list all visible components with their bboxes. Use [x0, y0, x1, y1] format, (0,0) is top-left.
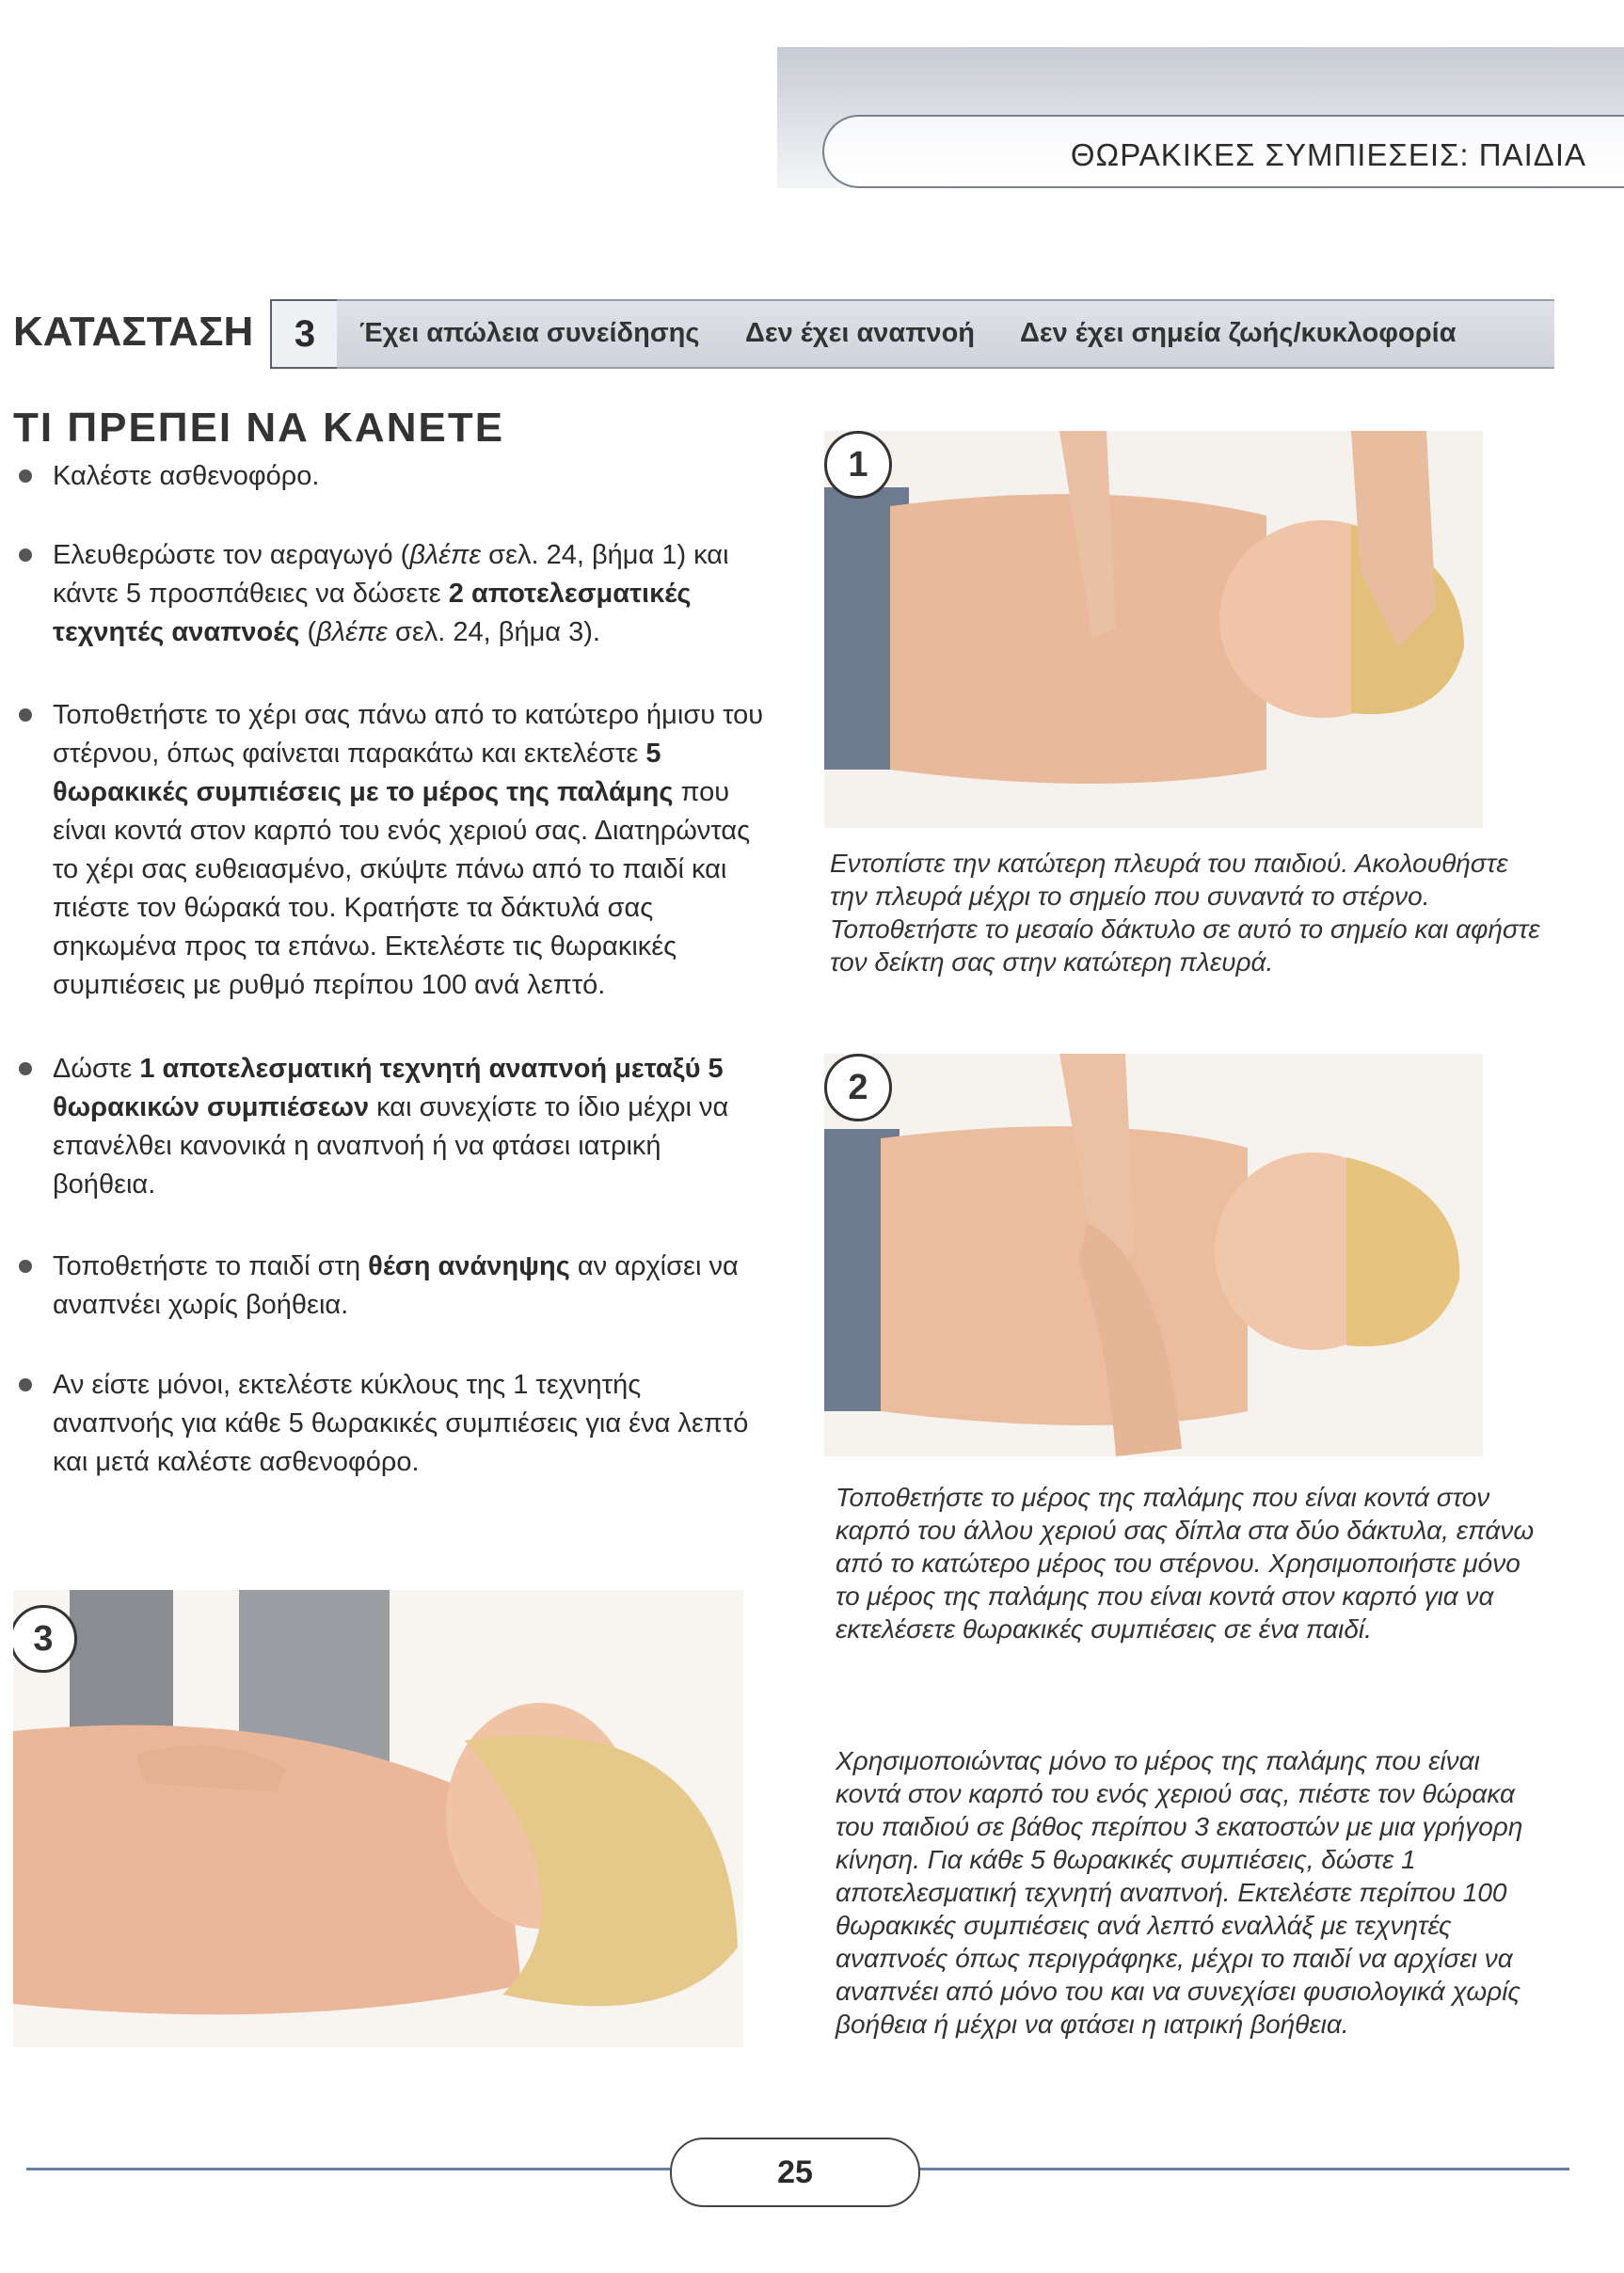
instruction-text: σελ. 24, βήμα 1) και κάντε 5 προσπάθειες να δώσετε	[53, 540, 729, 609]
bullet-dot-icon	[19, 708, 32, 722]
instruction-text: Τοποθετήστε το παιδί στη	[53, 1251, 369, 1281]
bullet-dot-icon	[19, 1062, 32, 1075]
condition-item-unconscious: Έχει απώλεια συνείδησης	[359, 318, 700, 348]
instruction-emphasis: θέση ανάνηψης	[368, 1251, 570, 1281]
instruction-text: Δώστε	[53, 1054, 140, 1084]
child-hand-placement-image	[824, 1054, 1483, 1456]
instruction-emphasis: 1 αποτελεσματική τεχνητή αναπνοή μεταξύ 5 θωρακικών συμπιέσεων	[53, 1054, 724, 1122]
step-1-photo	[824, 431, 1483, 828]
instruction-text: (	[299, 617, 317, 647]
instruction-text: που είναι κοντά στον καρπό του ενός χεριού σας. Διατηρώντας το χέρι σας ευθειασμένο, σκύψτε πάνω από το παιδί και πιέστε τον θώρακά του. Κρατήστε τα δάκτυλά σας σηκωμένα προς τα επάνω. Εκτελέστε τις θωρακικές συμπιέσεις με ρυθμό περίπου 100 ανά λεπτό.	[53, 777, 751, 1000]
instruction-text: Αν είστε μόνοι, εκτελέστε κύκλους της 1 τεχνητής αναπνοής για κάθε 5 θωρακικές συμπιέσεις για ένα λεπτό και μετά καλέστε ασθενοφόρο.	[53, 1370, 749, 1477]
instruction-see: βλέπε	[409, 540, 482, 570]
condition-item-no-circulation: Δεν έχει σημεία ζωής/κυκλοφορία	[1020, 318, 1457, 348]
condition-item-no-breathing: Δεν έχει αναπνοή	[745, 318, 975, 348]
step-1-caption: Εντοπίστε την κατώτερη πλευρά του παιδιού. Ακολουθήστε την πλευρά μέχρι το σημείο που συναντά το στέρνο. Τοποθετήστε το μεσαίο δάκτυλο σε αυτό το σημείο και αφήστε τον δείκτη σας στην κατώτερη πλευρά.	[830, 849, 1540, 977]
bullet-dot-icon	[19, 1378, 32, 1391]
step-number-badge: 2	[824, 1054, 892, 1121]
instruction-emphasis: 2 αποτελεσματικές τεχνητές αναπνοές	[53, 579, 692, 647]
condition-label: ΚΑΤΑΣΤΑΣΗ	[13, 309, 254, 355]
instruction-text: και συνεχίστε το ίδιο μέχρι να επανέλθει κανονικά η αναπνοή ή να φτάσει ιατρική βοήθεια.	[53, 1092, 729, 1200]
instruction-emphasis: 5 θωρακικές συμπιέσεις με το μέρος της παλάμης	[53, 739, 674, 807]
condition-number: 3	[270, 299, 340, 369]
page-number: 25	[670, 2138, 920, 2207]
child-finger-placement-image	[824, 431, 1483, 828]
step-number-badge: 3	[13, 1605, 77, 1673]
instruction-text: σελ. 24, βήμα 3).	[387, 617, 600, 647]
instruction-text: αν αρχίσει να αναπνέει χωρίς βοήθεια.	[53, 1251, 739, 1320]
instruction-see: βλέπε	[316, 617, 388, 647]
step-3-photo	[13, 1590, 743, 2047]
bullet-dot-icon	[19, 1260, 32, 1273]
section-heading: ΤΙ ΠΡΕΠΕΙ ΝΑ ΚΑΝΕΤΕ	[13, 405, 505, 451]
step-2-photo	[824, 1054, 1483, 1456]
footer-rule-right	[916, 2168, 1569, 2170]
running-header-title: ΘΩΡΑΚΙΚΕΣ ΣΥΜΠΙΕΣΕΙΣ: ΠΑΙΔΙΑ	[1070, 137, 1586, 172]
step-2-caption: Τοποθετήστε το μέρος της παλάμης που είναι κοντά στον καρπό του άλλου χεριού σας δίπλα στα δύο δάκτυλα, επάνω από το κατώτερο μέρος του στέρνου. Χρησιμοποιήστε μόνο το μέρος της παλάμης που είναι κοντά στον καρπό για να εκτελέσετε θωρακικές συμπιέσεις σε ένα παιδί.	[836, 1483, 1535, 1644]
footer-rule-left	[26, 2168, 670, 2170]
instruction-text: Τοποθετήστε το χέρι σας πάνω από το κατώτερο ήμισυ του στέρνου, όπως φαίνεται παρακάτω και εκτελέστε	[53, 700, 764, 769]
bullet-dot-icon	[19, 548, 32, 562]
instruction-text: Ελευθερώστε τον αεραγωγό (	[53, 540, 410, 570]
condition-bar	[337, 299, 1554, 369]
step-number-badge: 1	[824, 431, 892, 499]
running-header	[822, 115, 1624, 188]
instruction-text: Καλέστε ασθενοφόρο.	[53, 461, 320, 491]
bullet-dot-icon	[19, 469, 32, 483]
step-3-caption: Χρησιμοποιώντας μόνο το μέρος της παλάμης που είναι κοντά στον καρπό του ενός χεριού σας, πιέστε τον θώρακα του παιδιού σε βάθος περίπου 3 εκατοστών με μια γρήγορη κίνηση. Για κάθε 5 θωρακικές συμπιέσεις, δώστε 1 αποτελεσματική τεχνητή αναπνοή. Εκτελέστε περίπου 100 θωρακικές συμπιέσεις ανά λεπτό εναλλάξ με τεχνητές αναπνοές όπως περιγράφηκε, μέχρι το παιδί να αρχίσει να αναπνέει από μόνο του και να συνεχίσει φυσιολογικά χωρίς βοήθεια ή μέχρι να φτάσει η ιατρική βοήθεια.	[836, 1746, 1523, 2039]
child-chest-compression-image	[13, 1590, 743, 2047]
